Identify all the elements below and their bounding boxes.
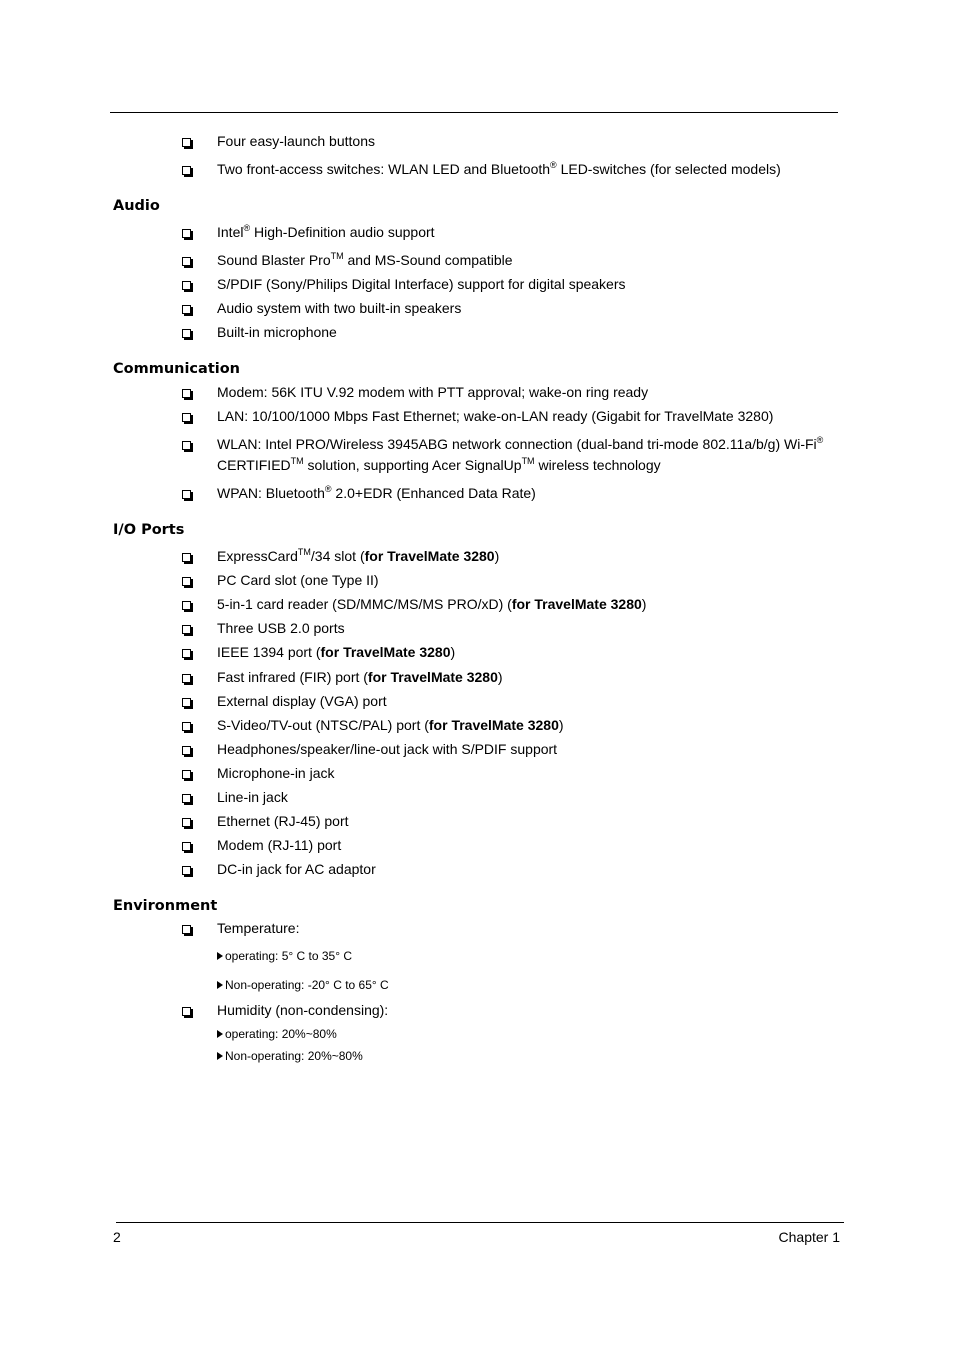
header-rule [110, 112, 838, 113]
arrow-bullet-icon [217, 1052, 223, 1060]
bullet-icon [182, 305, 191, 314]
sub-item: operating: 5° C to 35° C [217, 949, 352, 963]
bullet-icon [182, 794, 191, 803]
bullet-icon [182, 746, 191, 755]
bullet-icon [182, 329, 191, 338]
bullet-icon [182, 166, 191, 175]
list-item: Fast infrared (FIR) port (for TravelMate 3280) [217, 669, 503, 685]
list-item: Modem: 56K ITU V.92 modem with PTT approval; wake-on ring ready [217, 384, 649, 400]
list-item-continuation: CERTIFIED™ solution, supporting Acer SignalUp™ wireless technology [217, 456, 661, 473]
section-heading-io-ports: I/O Ports [113, 522, 185, 538]
section-heading-communication: Communication [113, 361, 241, 377]
list-item: Modem (RJ-11) port [217, 837, 342, 853]
bullet-icon [182, 866, 191, 875]
section-heading-audio: Audio [113, 198, 160, 214]
bullet-icon [182, 770, 191, 779]
arrow-bullet-icon [217, 1030, 223, 1038]
list-item: Built-in microphone [217, 324, 337, 340]
list-item: IEEE 1394 port (for TravelMate 3280) [217, 644, 456, 660]
list-item: ExpressCard™/34 slot (for TravelMate 3280) [217, 547, 500, 564]
sub-item: Non-operating: -20° C to 65° C [217, 978, 389, 992]
bullet-icon [182, 601, 191, 610]
list-item: Sound Blaster Pro™ and MS-Sound compatible [217, 251, 513, 268]
bullet-icon [182, 925, 191, 934]
sub-item: Non-operating: 20%~80% [217, 1049, 363, 1063]
list-item: Two front-access switches: WLAN LED and Bluetooth® LED-switches (for selected models) [217, 160, 781, 177]
bullet-icon [182, 229, 191, 238]
arrow-bullet-icon [217, 981, 223, 989]
list-item: Microphone-in jack [217, 765, 335, 781]
list-item: Intel® High-Definition audio support [217, 223, 435, 240]
bullet-icon [182, 577, 191, 586]
list-item: WPAN: Bluetooth® 2.0+EDR (Enhanced Data Rate) [217, 484, 536, 501]
list-item: Audio system with two built-in speakers [217, 300, 462, 316]
bullet-icon [182, 674, 191, 683]
bullet-icon [182, 281, 191, 290]
bullet-icon [182, 818, 191, 827]
list-item: Three USB 2.0 ports [217, 620, 345, 636]
list-item: WLAN: Intel PRO/Wireless 3945ABG network connection (dual-band tri-mode 802.11a/b/g) Wi-Fi® [217, 435, 824, 452]
list-item: Humidity (non-condensing): [217, 1002, 389, 1018]
bullet-icon [182, 842, 191, 851]
list-item: LAN: 10/100/1000 Mbps Fast Ethernet; wake-on-LAN ready (Gigabit for TravelMate 3280) [217, 408, 774, 424]
chapter-label: Chapter 1 [778, 1229, 840, 1245]
list-item: Ethernet (RJ-45) port [217, 813, 349, 829]
bullet-icon [182, 413, 191, 422]
bullet-icon [182, 1007, 191, 1016]
page-number: 2 [113, 1229, 121, 1245]
bullet-icon [182, 138, 191, 147]
list-item: Four easy-launch buttons [217, 133, 375, 149]
sub-item: operating: 20%~80% [217, 1027, 337, 1041]
list-item: Headphones/speaker/line-out jack with S/PDIF support [217, 741, 558, 757]
list-item: S-Video/TV-out (NTSC/PAL) port (for TravelMate 3280) [217, 717, 564, 733]
list-item: Temperature: [217, 920, 300, 936]
list-item: 5-in-1 card reader (SD/MMC/MS/MS PRO/xD) (for TravelMate 3280) [217, 596, 647, 612]
bullet-icon [182, 625, 191, 634]
list-item: DC-in jack for AC adaptor [217, 861, 376, 877]
list-item: Line-in jack [217, 789, 288, 805]
bullet-icon [182, 649, 191, 658]
bullet-icon [182, 389, 191, 398]
list-item: S/PDIF (Sony/Philips Digital Interface) support for digital speakers [217, 276, 626, 292]
section-heading-environment: Environment [113, 898, 218, 914]
bullet-icon [182, 698, 191, 707]
footer-rule [116, 1222, 844, 1223]
list-item: PC Card slot (one Type II) [217, 572, 379, 588]
bullet-icon [182, 553, 191, 562]
arrow-bullet-icon [217, 952, 223, 960]
bullet-icon [182, 441, 191, 450]
bullet-icon [182, 722, 191, 731]
bullet-icon [182, 257, 191, 266]
list-item: External display (VGA) port [217, 693, 387, 709]
bullet-icon [182, 490, 191, 499]
